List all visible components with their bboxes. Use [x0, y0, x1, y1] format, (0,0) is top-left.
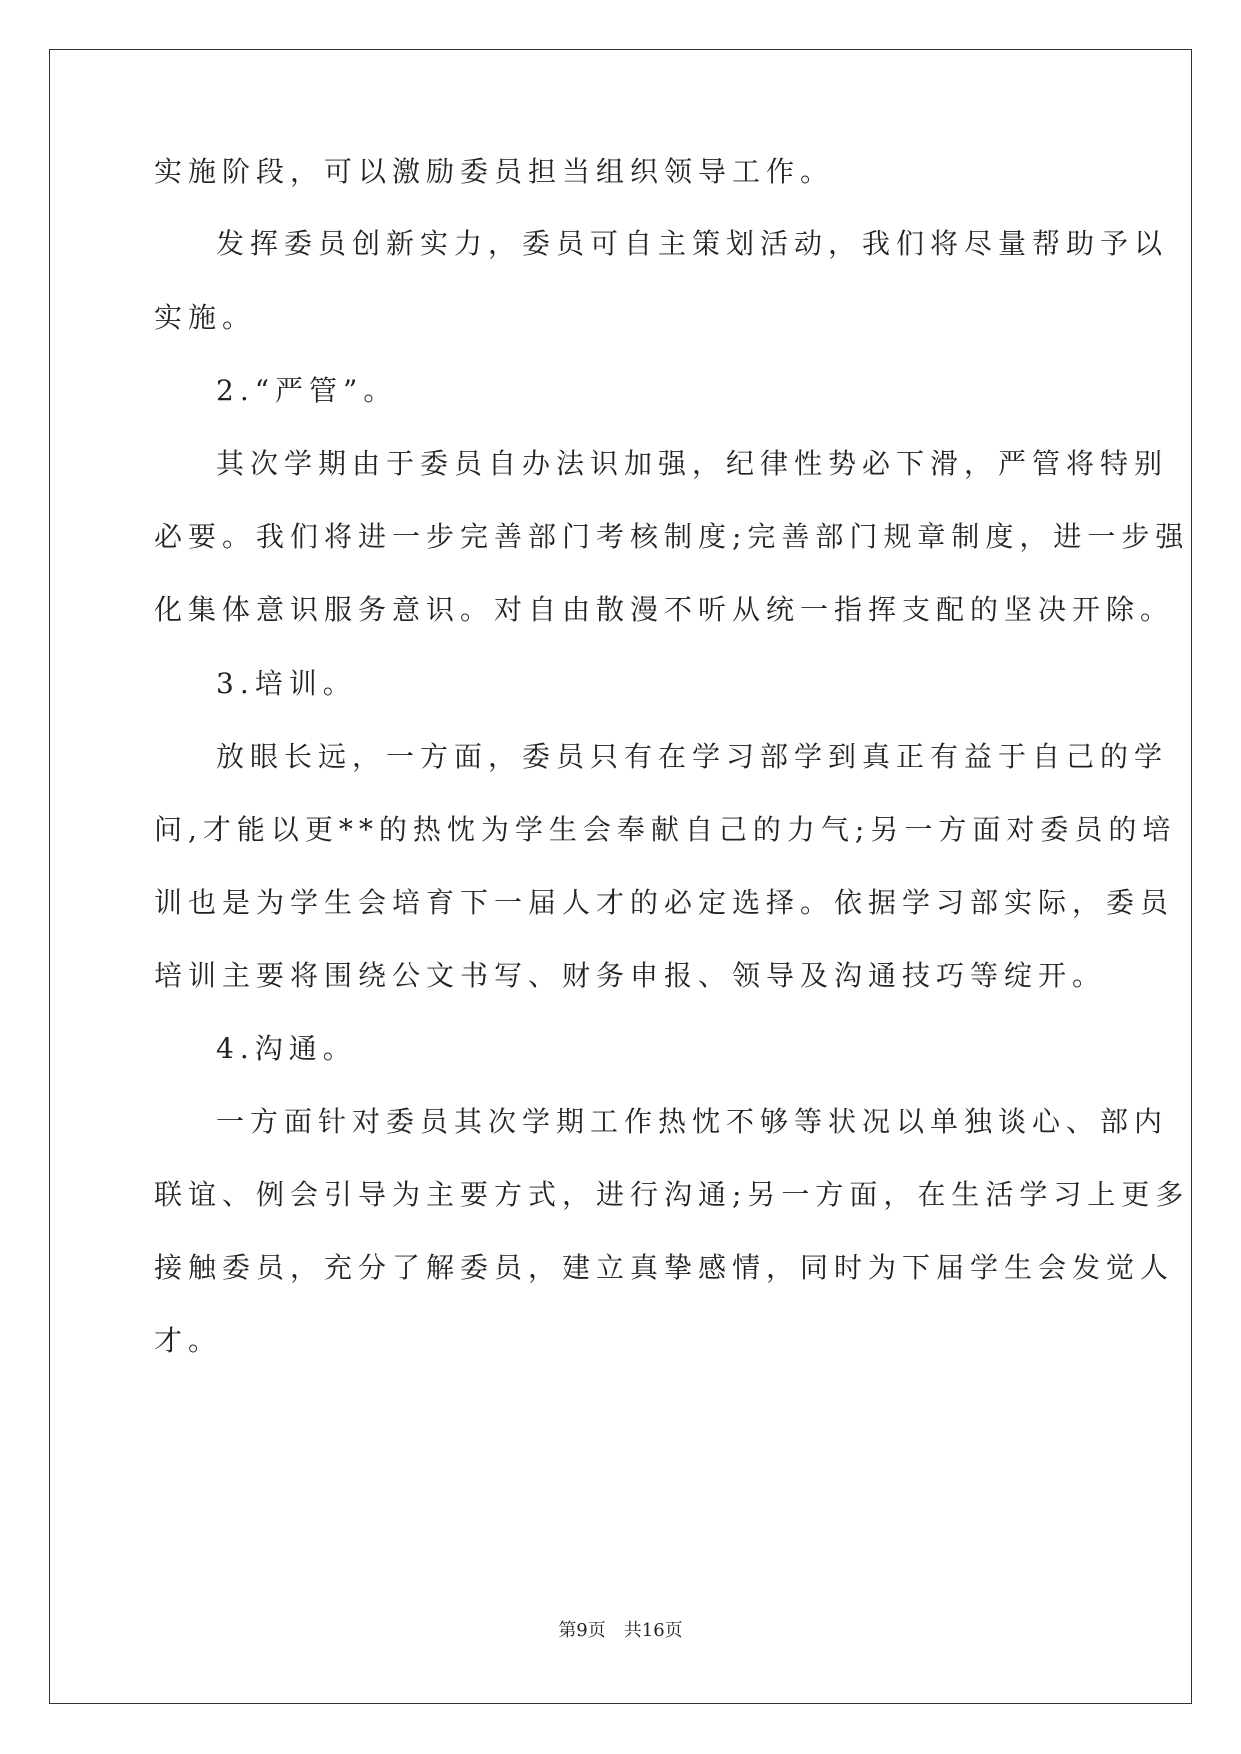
page-border: [49, 49, 1192, 1704]
paragraph-line: 接触委员，充分了解委员，建立真挚感情，同时为下届学生会发觉人: [154, 1251, 1175, 1284]
paragraph-line: 一方面针对委员其次学期工作热忱不够等状况以单独谈心、部内: [216, 1105, 1169, 1138]
paragraph-line: 实施阶段，可以激励委员担当组织领导工作。: [154, 155, 835, 188]
paragraph-line: 放眼长远，一方面，委员只有在学习部学到真正有益于自己的学: [216, 740, 1169, 773]
page-number-label: 第9页 共16页: [558, 1620, 683, 1641]
paragraph-line: 训也是为学生会培育下一届人才的必定选择。依据学习部实际，委员: [154, 886, 1175, 919]
paragraph-line: 必要。我们将进一步完善部门考核制度;完善部门规章制度，进一步强: [154, 520, 1190, 553]
paragraph-line: 实施。: [154, 301, 257, 334]
paragraph-line: 才。: [154, 1324, 223, 1357]
paragraph-line: 其次学期由于委员自办法识加强，纪律性势必下滑，严管将特别: [216, 447, 1169, 480]
paragraph-line: 问,才能以更**的热忱为学生会奉献自己的力气;另一方面对委员的培: [154, 813, 1177, 846]
section-heading: 3.培训。: [216, 667, 357, 700]
paragraph-line: 化集体意识服务意识。对自由散漫不听从统一指挥支配的坚决开除。: [154, 593, 1175, 626]
section-heading: 4.沟通。: [216, 1032, 357, 1065]
paragraph-line: 联谊、例会引导为主要方式，进行沟通;另一方面，在生活学习上更多: [154, 1178, 1190, 1211]
section-heading: 2.“严管”。: [216, 374, 398, 407]
paragraph-line: 发挥委员创新实力，委员可自主策划活动，我们将尽量帮助予以: [216, 227, 1169, 260]
page-footer: [0, 1622, 1241, 1640]
paragraph-line: 培训主要将围绕公文书写、财务申报、领导及沟通技巧等绽开。: [154, 959, 1107, 992]
